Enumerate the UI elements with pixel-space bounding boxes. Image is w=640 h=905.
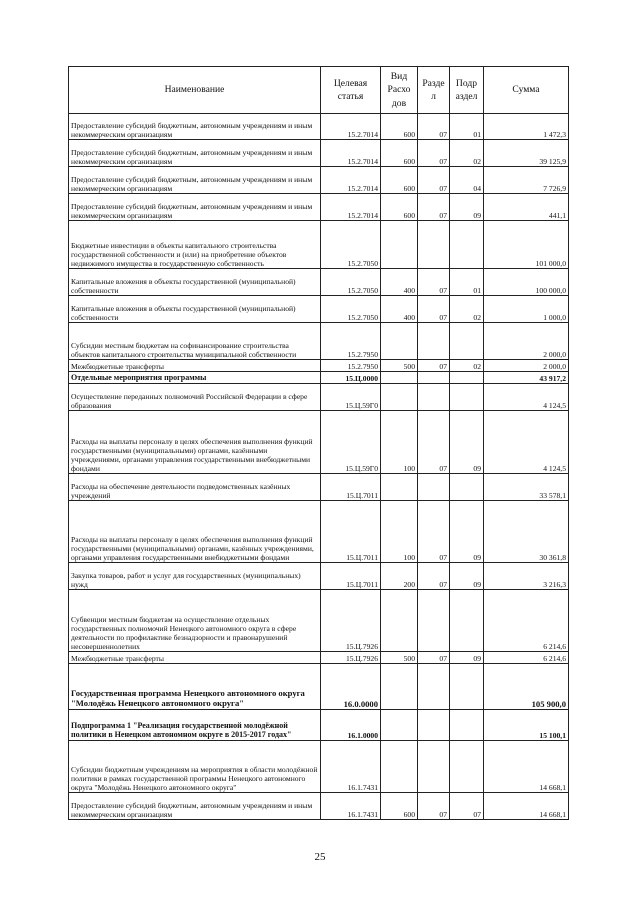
row-target-article-cell: 15.Ц.7926 (321, 652, 381, 664)
row-expense-type-cell (381, 664, 418, 710)
header-subsection: Подр аздел (450, 67, 484, 114)
row-subsection-cell (450, 323, 484, 360)
row-expense-type-cell (381, 384, 418, 411)
header-section: Разде л (418, 67, 450, 114)
row-expense-type-cell: 600 (381, 793, 418, 820)
budget-table (68, 66, 569, 820)
row-sum-cell: 30 361,8 (484, 501, 569, 563)
row-name-cell: Межбюджетные трансферты (69, 360, 321, 372)
row-expense-type-cell: 600 (381, 114, 418, 140)
row-sum-cell: 7 726,9 (484, 167, 569, 194)
row-target-article-cell: 15.2.7050 (321, 296, 381, 323)
row-subsection-cell: 02 (450, 140, 484, 167)
row-target-article-cell: 15.2.7950 (321, 323, 381, 360)
table-row (69, 411, 569, 474)
row-name-cell: Предоставление субсидий бюджетным, автономным учреждениям и иным некоммерческим организациям (69, 194, 321, 221)
row-expense-type-cell: 600 (381, 194, 418, 221)
row-section-cell: 07 (418, 269, 450, 296)
row-section-cell (418, 664, 450, 710)
row-name-cell: Субсидии бюджетным учреждениям на мероприятия в области молодёжной политики в рамках государственной программы Ненецкого автономного округа "Молодёжь Ненецкого автономного округа" (69, 741, 321, 793)
row-section-cell (418, 221, 450, 269)
row-name-cell: Субвенции местным бюджетам на осуществление отдельных государственных полномочий Ненецкого автономного округа в сфере деятельности по профилактике безнадзорности и правонарушений несовершеннолетних (69, 590, 321, 652)
table-row (69, 741, 569, 793)
table-row (69, 384, 569, 411)
table-row (69, 269, 569, 296)
row-section-cell: 07 (418, 563, 450, 590)
row-section-cell (418, 323, 450, 360)
row-name-cell: Предоставление субсидий бюджетным, автономным учреждениям и иным некоммерческим организациям (69, 114, 321, 140)
row-subsection-cell: 07 (450, 793, 484, 820)
row-subsection-cell (450, 710, 484, 741)
row-target-article-cell: 16.1.7431 (321, 741, 381, 793)
row-name-cell: Закупка товаров, работ и услуг для государственных (муниципальных) нужд (69, 563, 321, 590)
table-row (69, 563, 569, 590)
header-expense-type: Вид Расхо дов (381, 67, 418, 114)
row-expense-type-cell: 400 (381, 296, 418, 323)
page-number: 25 (314, 851, 326, 863)
row-section-cell: 07 (418, 411, 450, 474)
row-section-cell: 07 (418, 501, 450, 563)
row-section-cell: 07 (418, 194, 450, 221)
row-target-article-cell: 15.2.7050 (321, 269, 381, 296)
row-subsection-cell (450, 474, 484, 501)
row-expense-type-cell (381, 372, 418, 384)
row-name-cell: Капитальные вложения в объекты государственной (муниципальной) собственности (69, 269, 321, 296)
row-expense-type-cell: 100 (381, 501, 418, 563)
row-expense-type-cell: 200 (381, 563, 418, 590)
row-expense-type-cell: 500 (381, 360, 418, 372)
row-sum-cell: 1 472,3 (484, 114, 569, 140)
row-target-article-cell: 15.2.7014 (321, 194, 381, 221)
row-sum-cell: 6 214,6 (484, 652, 569, 664)
row-section-cell (418, 474, 450, 501)
table-row (69, 140, 569, 167)
row-expense-type-cell (381, 741, 418, 793)
row-section-cell: 07 (418, 793, 450, 820)
row-section-cell (418, 590, 450, 652)
row-target-article-cell: 15.Ц.59Г0 (321, 411, 381, 474)
table-header-row (69, 67, 569, 114)
row-section-cell: 07 (418, 296, 450, 323)
table-row (69, 360, 569, 372)
row-target-article-cell: 15.2.7014 (321, 140, 381, 167)
row-target-article-cell: 15.Ц.7926 (321, 590, 381, 652)
row-expense-type-cell: 400 (381, 269, 418, 296)
row-name-cell: Капитальные вложения в объекты государственной (муниципальной) собственности (69, 296, 321, 323)
row-sum-cell: 2 000,0 (484, 360, 569, 372)
row-target-article-cell: 16.1.0000 (321, 710, 381, 741)
row-expense-type-cell (381, 590, 418, 652)
table-row (69, 793, 569, 820)
row-expense-type-cell (381, 474, 418, 501)
table-row (69, 296, 569, 323)
row-name-cell: Предоставление субсидий бюджетным, автономным учреждениям и иным некоммерческим организациям (69, 167, 321, 194)
row-subsection-cell: 09 (450, 194, 484, 221)
row-expense-type-cell: 500 (381, 652, 418, 664)
row-subsection-cell: 02 (450, 296, 484, 323)
row-name-cell: Государственная программа Ненецкого автономного округа "Молодёжь Ненецкого автономного округа" (69, 664, 321, 710)
row-subsection-cell: 09 (450, 411, 484, 474)
row-name-cell: Расходы на обеспечение деятельности подведомственных казённых учреждений (69, 474, 321, 501)
row-subsection-cell: 02 (450, 360, 484, 372)
row-sum-cell: 2 000,0 (484, 323, 569, 360)
row-sum-cell: 3 216,3 (484, 563, 569, 590)
row-subsection-cell: 01 (450, 114, 484, 140)
row-sum-cell: 14 668,1 (484, 741, 569, 793)
row-sum-cell: 6 214,6 (484, 590, 569, 652)
row-name-cell: Межбюджетные трансферты (69, 652, 321, 664)
row-subsection-cell: 04 (450, 167, 484, 194)
row-section-cell: 07 (418, 114, 450, 140)
row-section-cell: 07 (418, 360, 450, 372)
row-expense-type-cell: 100 (381, 411, 418, 474)
row-subsection-cell (450, 384, 484, 411)
table-row (69, 167, 569, 194)
row-sum-cell: 15 100,1 (484, 710, 569, 741)
row-target-article-cell: 16.1.7431 (321, 793, 381, 820)
row-subsection-cell (450, 221, 484, 269)
row-sum-cell: 14 668,1 (484, 793, 569, 820)
row-sum-cell: 441,1 (484, 194, 569, 221)
row-sum-cell: 33 578,1 (484, 474, 569, 501)
row-sum-cell: 43 917,2 (484, 372, 569, 384)
table-row (69, 664, 569, 710)
row-section-cell (418, 384, 450, 411)
table-row (69, 372, 569, 384)
row-sum-cell: 4 124,5 (484, 384, 569, 411)
header-name: Наименование (69, 67, 321, 114)
row-subsection-cell: 09 (450, 501, 484, 563)
row-name-cell: Субсидии местным бюджетам на софинансирование строительства объектов капитального строительства муниципальной собственности (69, 323, 321, 360)
row-target-article-cell: 15.Ц.0000 (321, 372, 381, 384)
row-target-article-cell: 15.2.7014 (321, 114, 381, 140)
row-expense-type-cell (381, 221, 418, 269)
table-row (69, 194, 569, 221)
row-sum-cell: 4 124,5 (484, 411, 569, 474)
row-target-article-cell: 15.Ц.7011 (321, 501, 381, 563)
row-expense-type-cell: 600 (381, 140, 418, 167)
row-subsection-cell (450, 372, 484, 384)
header-sum: Сумма (484, 67, 569, 114)
row-target-article-cell: 15.2.7950 (321, 360, 381, 372)
row-subsection-cell: 09 (450, 652, 484, 664)
table-row (69, 323, 569, 360)
row-subsection-cell (450, 590, 484, 652)
row-target-article-cell: 15.Ц.7011 (321, 563, 381, 590)
table-row (69, 221, 569, 269)
row-section-cell (418, 741, 450, 793)
row-name-cell: Расходы на выплаты персоналу в целях обеспечения выполнения функций государственными (муниципальными) органами, казёнными учреждениями, органами управления государственными внебюджетными фондами (69, 411, 321, 474)
row-name-cell: Отдельные мероприятия программы (69, 372, 321, 384)
row-section-cell: 07 (418, 652, 450, 664)
row-target-article-cell: 15.2.7014 (321, 167, 381, 194)
table-row (69, 501, 569, 563)
row-subsection-cell (450, 664, 484, 710)
row-expense-type-cell (381, 323, 418, 360)
table-row (69, 114, 569, 140)
row-subsection-cell (450, 741, 484, 793)
row-sum-cell: 105 900,0 (484, 664, 569, 710)
row-target-article-cell: 15.2.7050 (321, 221, 381, 269)
row-section-cell (418, 710, 450, 741)
table-row (69, 652, 569, 664)
row-section-cell: 07 (418, 167, 450, 194)
row-sum-cell: 100 000,0 (484, 269, 569, 296)
row-sum-cell: 39 125,9 (484, 140, 569, 167)
row-section-cell: 07 (418, 140, 450, 167)
row-section-cell (418, 372, 450, 384)
row-expense-type-cell (381, 710, 418, 741)
row-sum-cell: 1 000,0 (484, 296, 569, 323)
row-name-cell: Предоставление субсидий бюджетным, автономным учреждениям и иным некоммерческим организациям (69, 140, 321, 167)
row-subsection-cell: 09 (450, 563, 484, 590)
table-row (69, 710, 569, 741)
table-row (69, 590, 569, 652)
row-name-cell: Расходы на выплаты персоналу в целях обеспечения выполнения функций государственными (муниципальными) органами, казённых учреждениями, органами управления государственными внебюджетными фондами (69, 501, 321, 563)
row-target-article-cell: 15.Ц.7011 (321, 474, 381, 501)
row-target-article-cell: 15.Ц.59Г0 (321, 384, 381, 411)
row-name-cell: Предоставление субсидий бюджетным, автономным учреждениям и иным некоммерческим организациям (69, 793, 321, 820)
row-sum-cell: 101 000,0 (484, 221, 569, 269)
header-target-article: Целевая статья (321, 67, 381, 114)
row-name-cell: Бюджетные инвестиции в объекты капитального строительства государственной собственности и (или) на приобретение объектов недвижимого имущества в государственную собственность (69, 221, 321, 269)
row-name-cell: Подпрограмма 1 "Реализация государственной молодёжной политики в Ненецком автономном округе в 2015-2017 годах" (69, 710, 321, 741)
row-expense-type-cell: 600 (381, 167, 418, 194)
table-row (69, 474, 569, 501)
row-subsection-cell: 01 (450, 269, 484, 296)
row-target-article-cell: 16.0.0000 (321, 664, 381, 710)
row-name-cell: Осуществление переданных полномочий Российской Федерации в сфере образования (69, 384, 321, 411)
